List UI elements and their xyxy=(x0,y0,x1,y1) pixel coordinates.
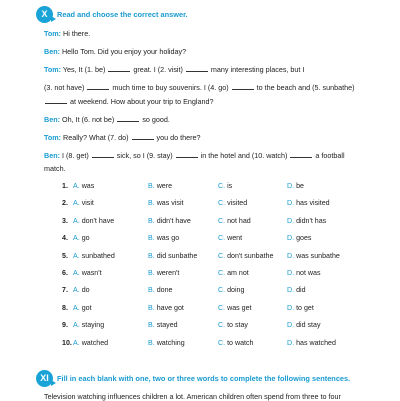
choice-letter: A. xyxy=(73,251,80,260)
choice-text: wasn't xyxy=(81,269,102,277)
answer-choice[interactable] xyxy=(287,199,330,207)
choice-text: has watched xyxy=(296,338,336,347)
question-row xyxy=(54,304,354,315)
choice-text: be xyxy=(296,182,304,190)
question-row xyxy=(54,269,354,280)
choice-letter: C. xyxy=(218,338,226,347)
choice-text: have got xyxy=(156,303,184,312)
section-xi-badge: XI xyxy=(36,370,53,387)
answer-choice[interactable] xyxy=(148,182,172,190)
choice-letter: C. xyxy=(218,321,226,330)
dialogue-text: Hello Tom. Did you enjoy your holiday? xyxy=(61,47,187,56)
choice-text: weren't xyxy=(156,269,180,277)
answer-choice[interactable] xyxy=(218,217,251,225)
dialogue-text: Yes, It (1. be) xyxy=(62,65,108,74)
choice-text: am not xyxy=(227,269,249,277)
dialogue-text: great. I (2. visit) xyxy=(131,65,185,74)
answer-blank[interactable] xyxy=(108,64,130,72)
choice-letter: B. xyxy=(148,234,155,243)
answer-choice[interactable] xyxy=(218,199,247,207)
choice-letter: B. xyxy=(148,303,155,312)
choice-letter: C. xyxy=(218,251,226,260)
choice-text: were xyxy=(156,182,173,190)
question-number: 3. xyxy=(62,216,68,225)
choice-letter: D. xyxy=(287,182,295,190)
choice-text: did sunbathe xyxy=(156,251,198,260)
answer-choice[interactable] xyxy=(148,321,178,329)
choice-letter: A. xyxy=(73,338,80,347)
choice-text: got xyxy=(81,303,92,312)
dialogue-text: so good. xyxy=(140,115,170,124)
choice-text: to get xyxy=(296,303,314,312)
question-number: 5. xyxy=(62,251,68,260)
answer-choice[interactable] xyxy=(287,234,311,242)
choice-letter: B. xyxy=(148,199,155,208)
answer-blank[interactable] xyxy=(232,82,254,90)
section-x-header xyxy=(36,6,188,23)
answer-choice[interactable] xyxy=(218,304,252,312)
choice-text: was go xyxy=(156,234,180,243)
choice-text: watching xyxy=(156,338,185,347)
answer-choice[interactable] xyxy=(148,217,191,225)
answer-choice[interactable] xyxy=(73,182,94,190)
answer-choice[interactable] xyxy=(287,339,336,347)
answer-blank[interactable] xyxy=(45,96,67,104)
question-row xyxy=(54,234,354,245)
question-number: 6. xyxy=(62,269,68,277)
choice-letter: A. xyxy=(73,216,80,225)
question-number: 10. xyxy=(62,338,72,347)
choice-text: staying xyxy=(81,321,105,330)
answer-choice[interactable] xyxy=(287,304,314,312)
choice-letter: C. xyxy=(218,286,226,295)
dialogue-text: in the hotel and (10. watch) xyxy=(198,151,290,160)
choice-letter: D. xyxy=(287,251,295,260)
dialogue-line xyxy=(44,28,364,39)
choice-text: don't have xyxy=(81,216,115,225)
question-number: 7. xyxy=(62,286,68,295)
answer-choice[interactable] xyxy=(218,269,249,277)
answer-blank[interactable] xyxy=(87,82,109,90)
dialogue-line xyxy=(44,132,364,143)
choice-letter: C. xyxy=(218,269,226,277)
choice-text: stayed xyxy=(156,321,178,330)
answer-choice[interactable] xyxy=(148,234,179,242)
answer-choice[interactable] xyxy=(148,339,185,347)
choice-text: visited xyxy=(227,199,248,208)
speaker-label: Ben: xyxy=(44,151,60,160)
choice-text: was xyxy=(81,182,95,190)
answer-choice[interactable] xyxy=(218,182,232,190)
dialogue-line xyxy=(44,96,364,107)
answer-choice[interactable] xyxy=(218,252,273,260)
choice-letter: D. xyxy=(287,234,295,243)
answer-choice[interactable] xyxy=(148,269,179,277)
dialogue-text: match. xyxy=(44,164,66,173)
choice-text: do xyxy=(81,286,90,295)
section-x-title: Read and choose the correct answer. xyxy=(57,10,188,19)
question-number: 2. xyxy=(62,199,68,208)
dialogue-line xyxy=(44,46,364,57)
choice-text: was sunbathe xyxy=(296,251,340,260)
answer-choice[interactable] xyxy=(73,321,104,329)
dialogue-text: sick, so I (9. stay) xyxy=(114,151,175,160)
choice-letter: B. xyxy=(148,321,155,330)
choice-text: has visited xyxy=(296,199,330,208)
question-row xyxy=(54,182,354,193)
dialogue-text: much time to buy souvenirs. I (4. go) xyxy=(110,83,231,92)
choice-letter: D. xyxy=(287,321,295,330)
choice-letter: C. xyxy=(218,182,226,190)
choice-letter: A. xyxy=(73,286,80,295)
answer-choice[interactable] xyxy=(73,234,90,242)
dialogue-line xyxy=(44,64,364,75)
choice-text: was get xyxy=(227,303,252,312)
question-row xyxy=(54,199,354,210)
choice-letter: C. xyxy=(218,303,226,312)
answer-blank[interactable] xyxy=(92,150,114,158)
dialogue-line xyxy=(44,82,364,93)
speaker-label: Ben: xyxy=(44,115,60,124)
dialogue-text: to the beach and (5. sunbathe) xyxy=(254,83,355,92)
choice-letter: A. xyxy=(73,234,80,243)
choice-letter: C. xyxy=(218,216,226,225)
answer-choice[interactable] xyxy=(148,199,184,207)
answer-blank[interactable] xyxy=(290,150,312,158)
choice-letter: A. xyxy=(73,182,80,190)
passage-text: Television watching influences children a lot. American children often spend from three to four xyxy=(44,392,341,401)
choice-letter: D. xyxy=(287,199,295,208)
question-row xyxy=(54,321,354,332)
choice-letter: B. xyxy=(148,216,155,225)
choice-text: didn't has xyxy=(296,216,327,225)
choice-text: was visit xyxy=(156,199,184,208)
answer-choice[interactable] xyxy=(73,304,92,312)
speaker-label: Tom: xyxy=(44,29,62,38)
dialogue-text: you do there? xyxy=(154,133,201,142)
choice-text: to stay xyxy=(227,321,248,330)
choice-text: sunbathed xyxy=(81,251,115,260)
answer-blank[interactable] xyxy=(117,114,139,122)
choice-letter: D. xyxy=(287,216,295,225)
speaker-label: Tom: xyxy=(44,65,62,74)
choice-text: done xyxy=(156,286,173,295)
choice-letter: A. xyxy=(73,199,80,208)
choice-letter: D. xyxy=(287,269,295,277)
choice-letter: A. xyxy=(73,321,80,330)
section-xi-header xyxy=(36,370,350,387)
speaker-label: Ben: xyxy=(44,47,60,56)
answer-choice[interactable] xyxy=(73,217,114,225)
choice-letter: A. xyxy=(73,303,80,312)
dialogue-line xyxy=(44,150,364,161)
answer-choice[interactable] xyxy=(287,182,304,190)
dialogue-text: Really? What (7. do) xyxy=(63,133,131,142)
choice-text: not was xyxy=(296,269,321,277)
choice-letter: D. xyxy=(287,303,295,312)
answer-choice[interactable] xyxy=(73,199,94,207)
choice-letter: D. xyxy=(287,286,295,295)
answer-choice[interactable] xyxy=(148,286,172,294)
answer-choice[interactable] xyxy=(287,217,326,225)
answer-choice[interactable] xyxy=(287,252,340,260)
answer-choice[interactable] xyxy=(287,321,321,329)
answer-choice[interactable] xyxy=(218,234,242,242)
answer-choice[interactable] xyxy=(148,252,197,260)
dialogue-text: Hi there. xyxy=(63,29,91,38)
choice-text: visit xyxy=(81,199,94,208)
choice-text: didn't have xyxy=(156,216,191,225)
choice-letter: C. xyxy=(218,199,226,208)
answer-choice[interactable] xyxy=(218,339,254,347)
choice-letter: B. xyxy=(148,182,155,190)
choice-letter: B. xyxy=(148,269,155,277)
answer-blank[interactable] xyxy=(186,64,208,72)
speaker-label: Tom: xyxy=(44,133,62,142)
choice-text: not had xyxy=(227,216,251,225)
question-row xyxy=(54,252,354,263)
answer-choice[interactable] xyxy=(73,286,90,294)
question-number: 1. xyxy=(62,182,68,190)
section-xi-title: Fill in each blank with one, two or three words to complete the following sentences. xyxy=(57,374,351,383)
question-number: 4. xyxy=(62,234,68,243)
dialogue-text: I (8. get) xyxy=(61,151,91,160)
choice-text: did xyxy=(296,286,306,295)
question-number: 9. xyxy=(62,321,68,330)
choice-text: don't sunbathe xyxy=(227,251,274,260)
choice-text: is xyxy=(227,182,233,190)
dialogue-text: at weekend. How about your trip to England? xyxy=(68,97,214,106)
answer-choice[interactable] xyxy=(287,286,306,294)
choice-letter: A. xyxy=(73,269,80,277)
choice-letter: B. xyxy=(148,286,155,295)
dialogue-line xyxy=(44,114,364,125)
question-row xyxy=(54,339,354,350)
dialogue-text: Oh, It (6. not be) xyxy=(61,115,117,124)
choice-text: go xyxy=(81,234,90,243)
answer-choice[interactable] xyxy=(148,304,184,312)
question-row xyxy=(54,217,354,228)
choice-letter: B. xyxy=(148,338,155,347)
answer-choice[interactable] xyxy=(218,321,248,329)
choice-text: to watch xyxy=(227,338,254,347)
answer-choice[interactable] xyxy=(287,269,321,277)
answer-choice[interactable] xyxy=(218,286,244,294)
dialogue-text: a football xyxy=(313,151,345,160)
choice-text: watched xyxy=(81,338,109,347)
choice-letter: D. xyxy=(287,338,295,347)
choice-text: goes xyxy=(296,234,312,243)
answer-blank[interactable] xyxy=(132,132,154,140)
dialogue-line xyxy=(44,163,364,174)
answer-choice[interactable] xyxy=(73,339,108,347)
dialogue-text: (3. not have) xyxy=(44,83,87,92)
choice-text: went xyxy=(227,234,243,243)
answer-choice[interactable] xyxy=(73,269,102,277)
choice-text: doing xyxy=(227,286,245,295)
answer-choice[interactable] xyxy=(73,252,115,260)
dialogue-text: many interesting places, but I xyxy=(208,65,305,74)
answer-blank[interactable] xyxy=(176,150,198,158)
section-x-badge: X xyxy=(36,6,53,23)
question-number: 8. xyxy=(62,303,68,312)
choice-text: did stay xyxy=(296,321,321,330)
choice-letter: B. xyxy=(148,251,155,260)
choice-letter: C. xyxy=(218,234,226,243)
question-row xyxy=(54,286,354,297)
